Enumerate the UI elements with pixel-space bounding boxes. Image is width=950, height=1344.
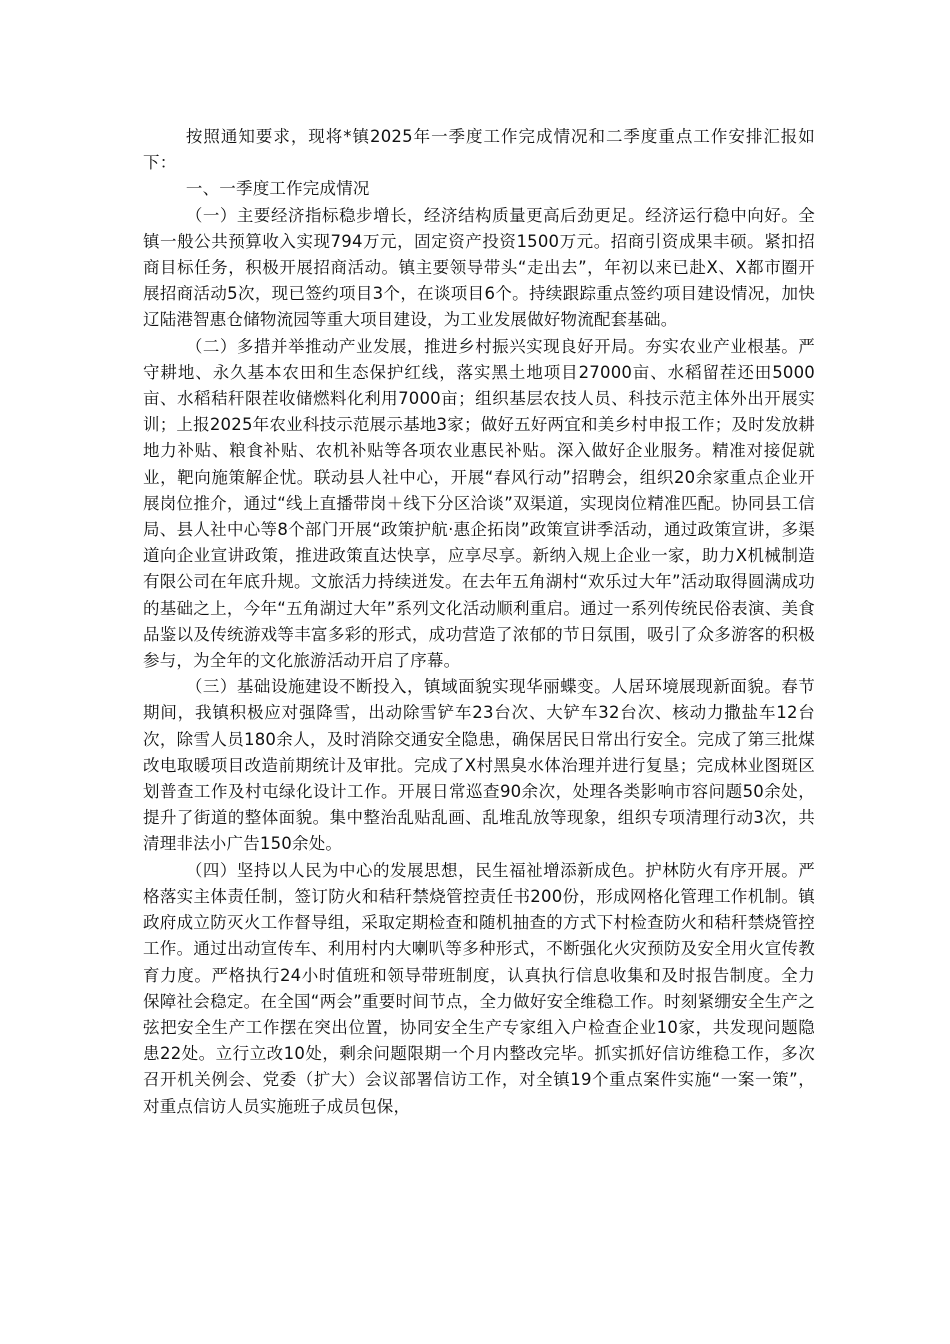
paragraph-economy: （一）主要经济指标稳步增长，经济结构质量更高后劲更足。经济运行稳中向好。全镇一般公共预算收入实现794万元，固定资产投资1500万元。招商引资成果丰硕。紧扣招商目标任务，积极开展招商活动。镇主要领导带头“走出去”，年初以来已赴X、X都市圈开展招商活动5次，现已签约项目3个，在谈项目6个。持续跟踪重点签约项目建设情况，加快辽陆港智惠仓储物流园等重大项目建设，为工业发展做好物流配套基础。 — [143, 205, 815, 330]
paragraph-infrastructure: （三）基础设施建设不断投入，镇域面貌实现华丽蝶变。人居环境展现新面貌。春节期间，我镇积极应对强降雪，出动除雪铲车23台次、大铲车32台次、核动力撒盐车12台次，除雪人员180余人，及时消除交通安全隐患，确保居民日常出行安全。完成了第三批煤改电取暖项目改造前期统计及审批。完成了X村黑臭水体治理并进行复垦；完成林业图斑区划普查工作及村屯绿化设计工作。开展日常巡查90余次，处理各类影响市容问题50余处，提升了街道的整体面貌。集中整治乱贴乱画、乱堆乱放等现象，组织专项清理行动3次，共清理非法小广告150余处。 — [143, 677, 815, 854]
paragraph-industry-development: （二）多措并举推动产业发展，推进乡村振兴实现良好开局。夯实农业产业根基。严守耕地、永久基本农田和生态保护红线，落实黑土地项目27000亩、水稻留茬还田5000亩、水稻秸秆限茬收储燃料化利用7000亩；组织基层农技人员、科技示范主体外出开展实训；上报2025年农业科技示范展示基地3家；做好五好两宜和美乡村申报工作；及时发放耕地力补贴、粮食补贴、农机补贴等各项农业惠民补贴。深入做好企业服务。精准对接促就业，靶向施策解企忧。联动县人社中心，开展“春风行动”招聘会，组织20余家重点企业开展岗位推介，通过“线上直播带岗＋线下分区洽谈”双渠道，实现岗位精准匹配。协同县工信局、县人社中心等8个部门开展“政策护航·惠企拓岗”政策宣讲季活动，通过政策宣讲，多渠道向企业宣讲政策，推进政策直达快享，应享尽享。新纳入规上企业一家，助力X机械制造有限公司在年底升规。文旅活力持续迸发。在去年五角湖村“欢乐过大年”活动取得圆满成功的基础之上，今年“五角湖过大年”系列文化活动顺利重启。通过一系列传统民俗表演、美食品鉴以及传统游戏等丰富多彩的形式，成功营造了浓郁的节日氛围，吸引了众多游客的积极参与，为全年的文化旅游活动开启了序幕。 — [143, 336, 815, 671]
intro-paragraph: 按照通知要求，现将*镇2025年一季度工作完成情况和二季度重点工作安排汇报如下： — [143, 127, 815, 173]
section-heading-q1-completion: 一、一季度工作完成情况 — [185, 179, 370, 199]
paragraph-livelihood: （四）坚持以人民为中心的发展思想，民生福祉增添新成色。护林防火有序开展。严格落实主体责任制，签订防火和秸秆禁烧管控责任书200份，形成网格化管理工作机制。镇政府成立防灭火工作督导组，采取定期检查和随机抽查的方式下村检查防火和秸秆禁烧管控工作。通过出动宣传车、利用村内大喇叭等多种形式，不断强化火灾预防及安全用火宣传教育力度。严格执行24小时值班和领导带班制度，认真执行信息收集和及时报告制度。全力保障社会稳定。在全国“两会”重要时间节点，全力做好安全维稳工作。时刻紧绷安全生产之弦把安全生产工作摆在突出位置，协同安全生产专家组入户检查企业10家，共发现问题隐患22处。立行立改10处，剩余问题限期一个月内整改完毕。抓实抓好信访维稳工作，多次召开机关例会、党委（扩大）会议部署信访工作，对全镇19个重点案件实施“一案一策”，对重点信访人员实施班子成员包保， — [143, 860, 815, 1116]
document-page — [143, 124, 815, 1120]
